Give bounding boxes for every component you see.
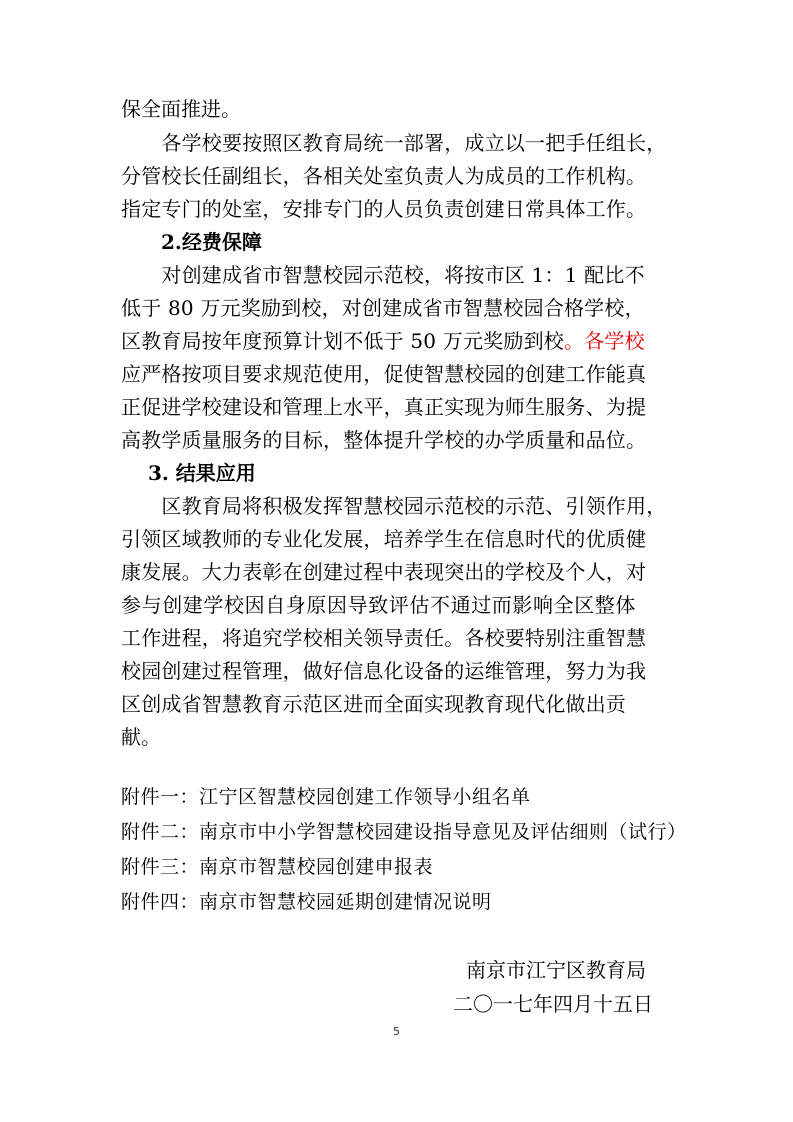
- paragraph-line: 指定专门的处室，安排专门的人员负责创建日常具体工作。: [121, 197, 647, 221]
- paragraph-line: 保全面推进。: [121, 97, 241, 121]
- signature-organization: 南京市江宁区教育局: [466, 958, 646, 982]
- paragraph-line: [121, 329, 645, 353]
- paragraph-line: 对创建成省市智慧校园示范校，将按市区 1：1 配比不: [121, 263, 645, 287]
- attachment-item: 附件三：南京市智慧校园创建申报表: [121, 856, 434, 878]
- attachment-item: 附件一：江宁区智慧校园创建工作领导小组名单: [121, 786, 531, 808]
- paragraph-line: 区教育局将积极发挥智慧校园示范校的示范、引领作用，: [121, 494, 667, 518]
- paragraph-line: 工作进程，将追究学校相关领导责任。各校要特别注重智慧: [121, 626, 647, 650]
- paragraph-line: 各学校要按照区教育局统一部署，成立以一把手任组长，: [121, 131, 667, 155]
- paragraph-line: 校园创建过程管理，做好信息化设备的运维管理，努力为我: [121, 659, 647, 683]
- section-heading: 2.经费保障: [121, 230, 262, 254]
- section-heading: 3. 结果应用: [121, 461, 256, 485]
- page-number: 5: [393, 1025, 400, 1038]
- paragraph-line: 献。: [121, 725, 161, 749]
- paragraph-line: 引领区域教师的专业化发展，培养学生在信息时代的优质健: [121, 527, 647, 551]
- paragraph-line: 康发展。大力表彰在创建过程中表现突出的学校及个人，对: [121, 560, 647, 584]
- highlighted-text: 。各学校: [563, 329, 645, 353]
- paragraph-line: 分管校长任副组长，各相关处室负责人为成员的工作机构。: [121, 164, 647, 188]
- paragraph-line: 参与创建学校因自身原因导致评估不通过而影响全区整体: [121, 593, 636, 617]
- attachment-item: 附件二：南京市中小学智慧校园建设指导意见及评估细则（试行）: [121, 821, 687, 843]
- paragraph-line: 高教学质量服务的目标，整体提升学校的办学质量和品位。: [121, 428, 647, 452]
- attachment-item: 附件四：南京市智慧校园延期创建情况说明: [121, 891, 492, 913]
- paragraph-line: 正促进学校建设和管理上水平，真正实现为师生服务、为提: [121, 395, 647, 419]
- paragraph-line: 低于 80 万元奖励到校，对创建成省市智慧校园合格学校，: [121, 296, 645, 320]
- paragraph-line: 区创成省智慧教育示范区进而全面实现教育现代化做出贡: [121, 692, 626, 716]
- paragraph-line: 应严格按项目要求规范使用，促使智慧校园的创建工作能真: [121, 362, 647, 386]
- paragraph-text: 区教育局按年度预算计划不低于 50 万元奖励到校: [121, 329, 564, 353]
- signature-date: 二〇一七年四月十五日: [453, 992, 653, 1016]
